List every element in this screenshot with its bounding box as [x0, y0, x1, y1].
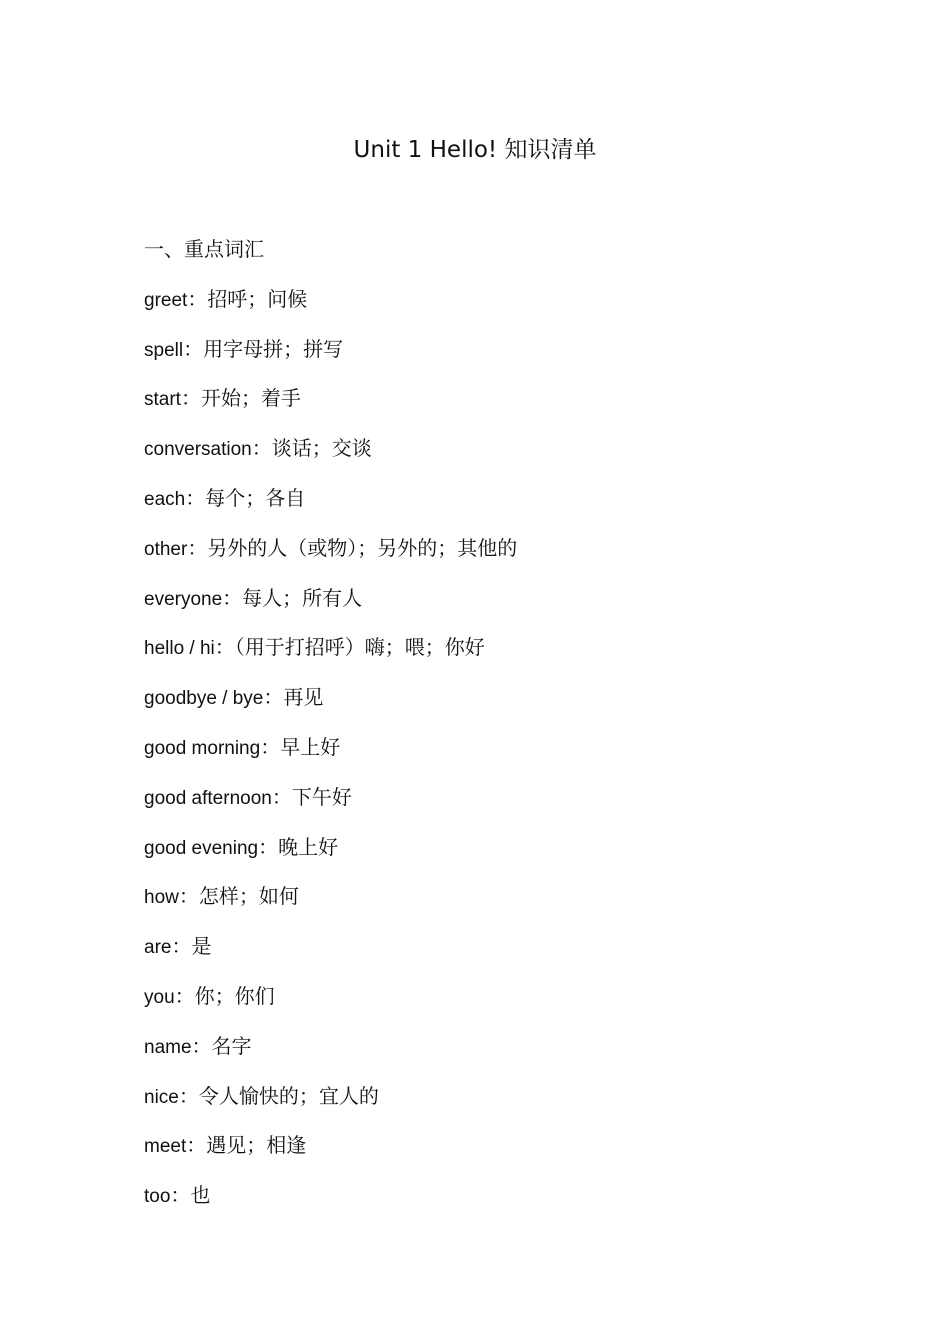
vocab-meaning: 招呼；问候: [207, 286, 308, 311]
vocab-separator: ：: [174, 983, 195, 1008]
vocab-meaning: 每个；各自: [205, 485, 306, 510]
vocab-term: good morning: [144, 737, 261, 759]
vocab-meaning: 每人；所有人: [242, 585, 363, 610]
vocab-meaning: 怎样；如何: [198, 884, 299, 909]
page-title: Unit 1 Hello! 知识清单: [353, 137, 597, 163]
vocab-meaning: 晚上好: [278, 834, 339, 859]
vocab-item: [144, 383, 844, 433]
vocab-separator: ：: [251, 436, 272, 461]
vocab-separator: ：: [187, 535, 208, 560]
vocab-separator: ：: [178, 1083, 199, 1108]
document-body: [144, 234, 844, 1230]
vocab-separator: ：: [271, 784, 292, 809]
vocab-item: [144, 1180, 844, 1230]
vocab-separator: ：: [180, 386, 201, 411]
vocab-term: each: [144, 488, 186, 510]
vocab-term: hello / hi: [144, 638, 215, 660]
vocab-meaning: 也: [190, 1183, 211, 1208]
vocab-item: [144, 1081, 844, 1131]
vocab-separator: ：: [186, 1133, 207, 1158]
vocab-item: [144, 1130, 844, 1180]
vocab-separator: ：: [214, 635, 235, 660]
vocab-separator: ：: [263, 685, 284, 710]
vocab-term: meet: [144, 1136, 187, 1158]
vocab-separator: ：: [222, 585, 243, 610]
vocab-term: spell: [144, 339, 184, 361]
vocab-item: [144, 632, 844, 682]
vocab-term: other: [144, 538, 188, 560]
vocab-meaning: 下午好: [291, 784, 352, 809]
vocab-separator: ：: [178, 884, 199, 909]
vocab-item: [144, 334, 844, 384]
vocab-meaning: 是: [191, 934, 212, 959]
vocab-term: are: [144, 937, 172, 959]
vocab-item: [144, 832, 844, 882]
vocab-item: [144, 881, 844, 931]
vocab-separator: ：: [185, 485, 206, 510]
vocab-item: [144, 931, 844, 981]
vocab-item: [144, 583, 844, 633]
vocab-term: greet: [144, 289, 188, 311]
vocab-term: everyone: [144, 588, 223, 610]
vocab-term: start: [144, 389, 181, 411]
vocab-item: [144, 732, 844, 782]
vocab-item: [144, 981, 844, 1031]
vocabulary-list: [144, 284, 844, 1230]
vocab-separator: ：: [183, 336, 204, 361]
vocab-meaning: 用字母拼；拼写: [203, 336, 344, 361]
vocab-meaning: 开始；着手: [200, 386, 301, 411]
vocab-separator: ：: [171, 934, 192, 959]
vocab-separator: ：: [260, 734, 281, 759]
vocab-meaning: （用于打招呼）嗨；喂；你好: [234, 635, 485, 660]
vocab-meaning: 另外的人（或物）；另外的；其他的: [207, 535, 518, 560]
vocab-separator: ：: [187, 286, 208, 311]
vocab-meaning: 再见: [283, 685, 324, 710]
vocab-separator: ：: [170, 1183, 191, 1208]
vocab-term: name: [144, 1036, 192, 1058]
vocab-separator: ：: [258, 834, 279, 859]
vocab-item: [144, 682, 844, 732]
vocab-term: good evening: [144, 837, 259, 859]
vocab-meaning: 名字: [211, 1033, 252, 1058]
vocab-item: [144, 782, 844, 832]
section-heading: 一、重点词汇: [144, 237, 264, 261]
vocab-item: [144, 433, 844, 483]
vocab-meaning: 你；你们: [194, 983, 275, 1008]
vocab-term: too: [144, 1186, 171, 1208]
vocab-meaning: 遇见；相逢: [206, 1133, 307, 1158]
vocab-meaning: 令人愉快的；宜人的: [198, 1083, 379, 1108]
vocab-term: conversation: [144, 439, 252, 461]
vocab-term: nice: [144, 1086, 179, 1108]
vocab-separator: ：: [191, 1033, 212, 1058]
vocab-item: [144, 1031, 844, 1081]
vocab-item: [144, 533, 844, 583]
vocab-item: [144, 483, 844, 533]
vocab-meaning: 谈话；交谈: [271, 436, 372, 461]
vocab-item: [144, 284, 844, 334]
vocab-term: you: [144, 986, 175, 1008]
vocab-term: how: [144, 887, 179, 909]
vocab-term: goodbye / bye: [144, 688, 264, 710]
vocab-term: good afternoon: [144, 787, 272, 809]
vocab-meaning: 早上好: [280, 734, 341, 759]
